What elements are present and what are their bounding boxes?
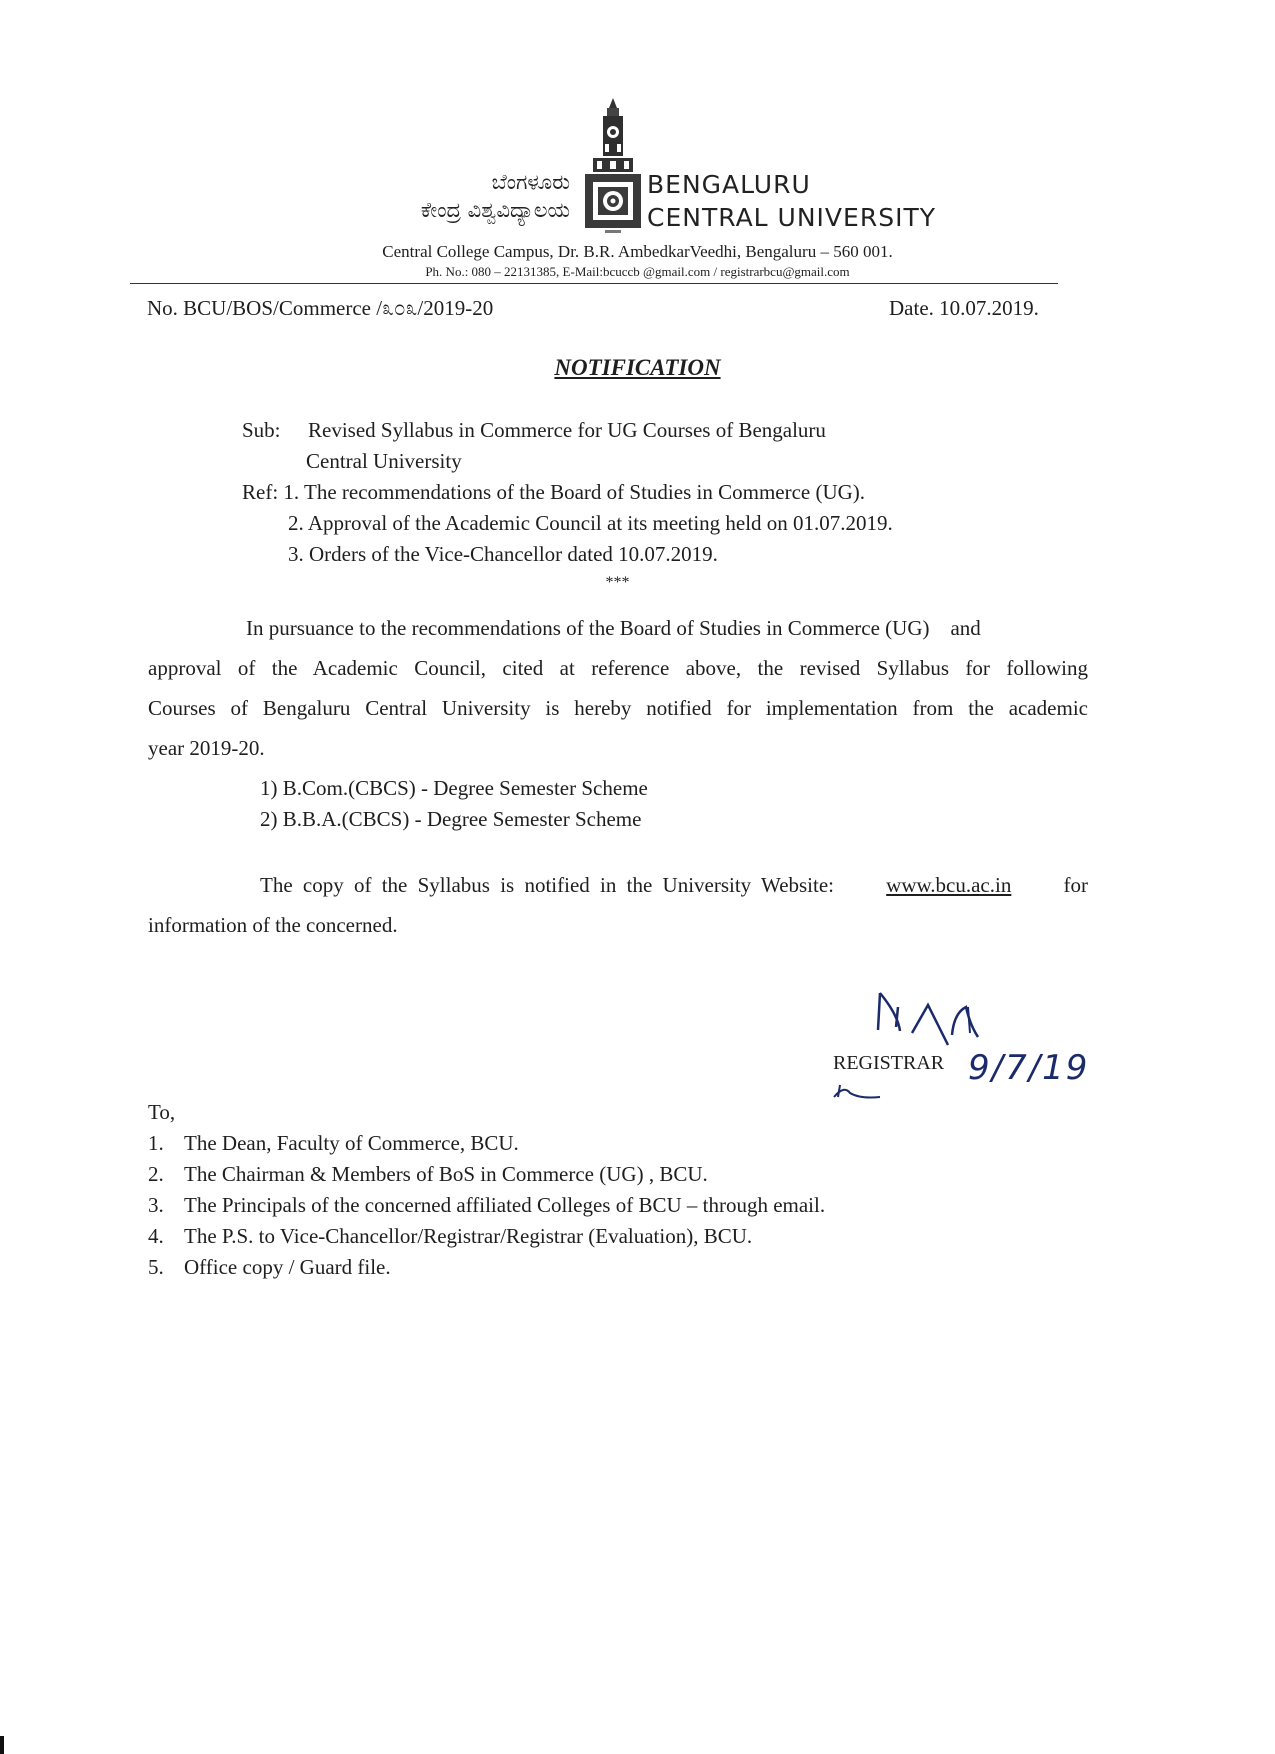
reference-1: Ref: 1. The recommendations of the Board of Studies in Commerce (UG). <box>242 480 866 504</box>
paragraph-website-line1 <box>148 873 1088 898</box>
paragraph-main <box>148 608 1088 768</box>
subject-line1: Revised Syllabus in Commerce for UG Courses of Bengaluru <box>308 418 826 442</box>
recipient-4-number: 4. <box>148 1224 164 1248</box>
recipient-1: The Dean, Faculty of Commerce, BCU. <box>184 1131 519 1155</box>
reference-3: 3. Orders of the Vice-Chancellor dated 10.07.2019. <box>288 542 718 566</box>
course-item-bcom: 1) B.Com.(CBCS) - Degree Semester Scheme <box>260 776 648 800</box>
paragraph-website-line2: information of the concerned. <box>148 913 398 937</box>
recipient-3: The Principals of the concerned affiliated Colleges of BCU – through email. <box>184 1193 826 1217</box>
recipient-5: Office copy / Guard file. <box>184 1255 391 1279</box>
university-name-kannada-line2: ಕೇಂದ್ರ ವಿಶ್ವವಿದ್ಯಾಲಯ <box>420 198 570 222</box>
recipient-2: The Chairman & Members of BoS in Commerce (UG) , BCU. <box>184 1162 708 1186</box>
recipient-2-number: 2. <box>148 1162 164 1186</box>
paragraph-main-line1: In pursuance to the recommendations of the Board of Studies in Commerce (UG) and <box>246 616 981 640</box>
subject-label: Sub: <box>242 418 281 442</box>
notification-date: Date. 10.07.2019. <box>889 296 1039 320</box>
paragraph-website-end: for <box>1063 873 1088 897</box>
separator-stars: *** <box>605 574 630 591</box>
university-name-kannada-line1: ಬೆಂಗಳೂರು <box>491 170 570 194</box>
university-website-link[interactable]: www.bcu.ac.in <box>886 873 1012 897</box>
paragraph-main-line2: approval of the Academic Council, cited at reference above, the revised Syllabus for following <box>148 656 1088 680</box>
letterhead-divider <box>130 283 1058 284</box>
signature-date-handwritten: 9/7/19 <box>968 1048 1090 1088</box>
university-name-english-line1: BENGALURU <box>647 170 811 199</box>
reference-number: No. BCU/BOS/Commerce /೩೦೩/2019-20 <box>147 296 494 320</box>
recipient-5-number: 5. <box>148 1255 164 1279</box>
scan-edge-mark <box>0 1736 4 1754</box>
recipient-1-number: 1. <box>148 1131 164 1155</box>
to-label: To, <box>148 1100 176 1124</box>
paragraph-main-line3: Courses of Bengaluru Central University is hereby notified for implementation from the academic <box>148 696 1088 720</box>
recipient-4: The P.S. to Vice-Chancellor/Registrar/Registrar (Evaluation), BCU. <box>184 1224 753 1248</box>
university-name-english-line2: CENTRAL UNIVERSITY <box>647 203 936 232</box>
university-logo-icon <box>583 98 643 238</box>
subject-line2: Central University <box>306 449 462 473</box>
notification-heading: NOTIFICATION <box>554 355 721 380</box>
paragraph-website-text: The copy of the Syllabus is notified in the University Website: <box>260 873 835 897</box>
university-address: Central College Campus, Dr. B.R. AmbedkarVeedhi, Bengaluru – 560 001. <box>382 242 893 261</box>
paragraph-main-line4: year 2019-20. <box>148 736 265 760</box>
university-contact: Ph. No.: 080 – 22131385, E-Mail:bcuccb @gmail.com / registrarbcu@gmail.com <box>425 264 850 279</box>
reference-2: 2. Approval of the Academic Council at its meeting held on 01.07.2019. <box>288 511 893 535</box>
registrar-title: REGISTRAR <box>833 1052 945 1074</box>
course-item-bba: 2) B.B.A.(CBCS) - Degree Semester Scheme <box>260 807 642 831</box>
recipient-3-number: 3. <box>148 1193 164 1217</box>
